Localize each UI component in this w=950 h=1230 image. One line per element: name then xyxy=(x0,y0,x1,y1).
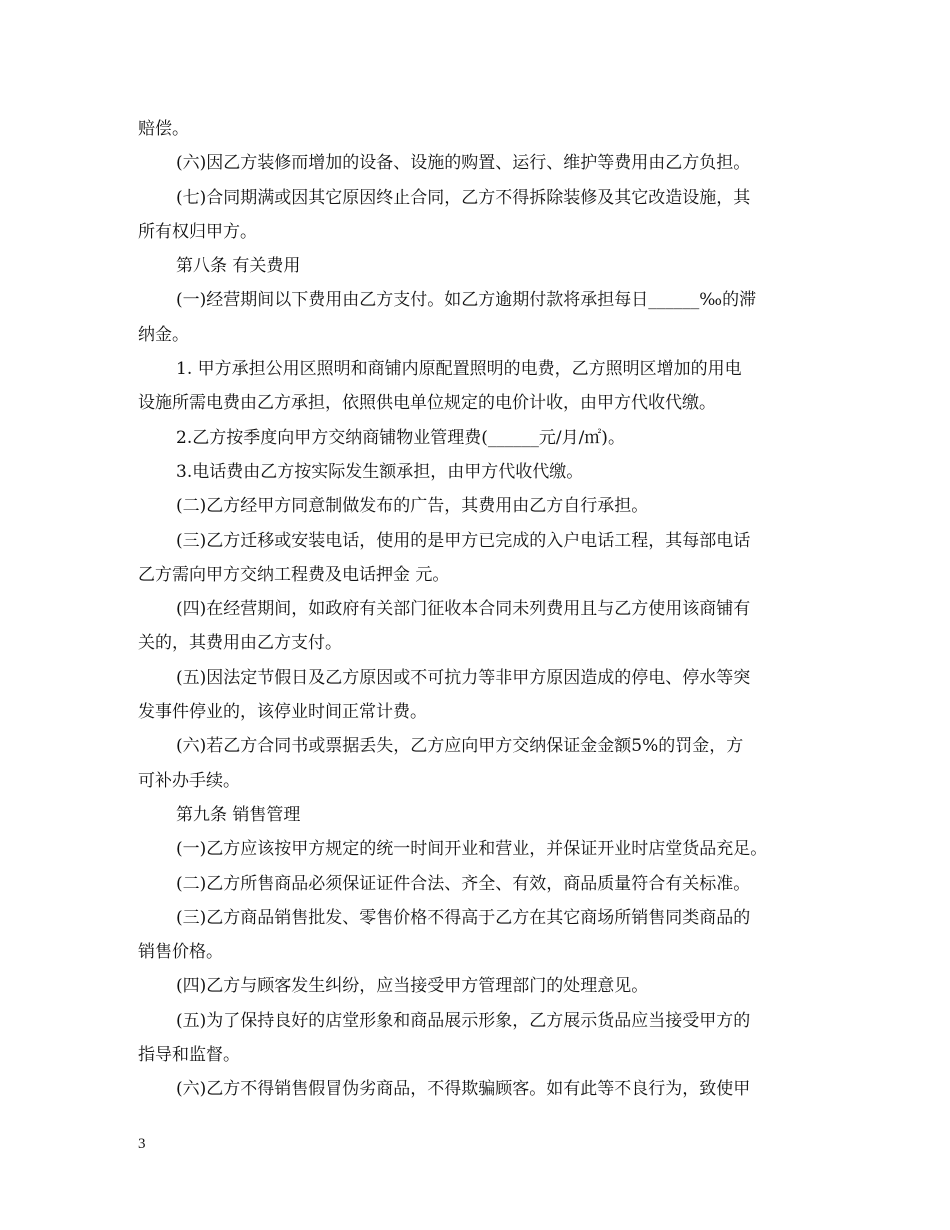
text-line: (六)乙方不得销售假冒伪劣商品，不得欺骗顾客。如有此等不良行为，致使甲 xyxy=(176,1079,751,1100)
text-line: (七)合同期满或因其它原因终止合同，乙方不得拆除装修及其它改造设施，其 xyxy=(176,187,751,208)
text-line: 2.乙方按季度向甲方交纳商铺物业管理费(______元/月/㎡)。 xyxy=(176,427,625,448)
text-line: 第九条 销售管理 xyxy=(176,804,301,825)
text-line: (六)若乙方合同书或票据丢失，乙方应向甲方交纳保证金金额5%的罚金，方 xyxy=(176,736,744,757)
text-line: 纳金。 xyxy=(138,324,189,345)
text-line: 可补办手续。 xyxy=(138,770,240,791)
text-line: 指导和监督。 xyxy=(138,1045,240,1066)
text-line: 设施所需电费由乙方承担，依照供电单位规定的电价计收，由甲方代收代缴。 xyxy=(138,393,716,414)
document-body xyxy=(138,112,818,1107)
text-line: 销售价格。 xyxy=(138,942,223,963)
text-line: (四)乙方与顾客发生纠纷，应当接受甲方管理部门的处理意见。 xyxy=(176,976,649,997)
text-line: (一)乙方应该按甲方规定的统一时间开业和营业，并保证开业时店堂货品充足。 xyxy=(176,839,768,860)
text-line: 乙方需向甲方交纳工程费及电话押金 元。 xyxy=(138,564,450,585)
text-line: 1. 甲方承担公用区照明和商铺内原配置照明的电费，乙方照明区增加的用电 xyxy=(176,359,742,380)
text-line: (三)乙方迁移或安装电话，使用的是甲方已完成的入户电话工程，其每部电话 xyxy=(176,530,751,551)
text-line: (二)乙方所售商品必须保证证件合法、齐全、有效，商品质量符合有关标准。 xyxy=(176,873,751,894)
text-line: 关的，其费用由乙方支付。 xyxy=(138,633,342,654)
text-line: (三)乙方商品销售批发、零售价格不得高于乙方在其它商场所销售同类商品的 xyxy=(176,907,751,928)
text-line: (五)因法定节假日及乙方原因或不可抗力等非甲方原因造成的停电、停水等突 xyxy=(176,667,751,688)
text-line: (六)因乙方装修而增加的设备、设施的购置、运行、维护等费用由乙方负担。 xyxy=(176,153,751,174)
page-number: 3 xyxy=(138,1136,146,1152)
text-line: 所有权归甲方。 xyxy=(138,221,257,242)
text-line: 3.电话费由乙方按实际发生额承担，由甲方代收代缴。 xyxy=(176,461,584,482)
text-line: 发事件停业的，该停业时间正常计费。 xyxy=(138,702,427,723)
text-line: 赔偿。 xyxy=(138,119,189,139)
text-line: (五)为了保持良好的店堂形象和商品展示形象，乙方展示货品应当接受甲方的 xyxy=(176,1010,751,1031)
text-line: (一)经营期间以下费用由乙方支付。如乙方逾期付款将承担每日______‰的滞 xyxy=(176,290,757,311)
text-line: (四)在经营期间，如政府有关部门征收本合同未列费用且与乙方使用该商铺有 xyxy=(176,599,751,620)
text-line: (二)乙方经甲方同意制做发布的广告，其费用由乙方自行承担。 xyxy=(176,496,649,517)
text-line: 第八条 有关费用 xyxy=(176,256,301,277)
